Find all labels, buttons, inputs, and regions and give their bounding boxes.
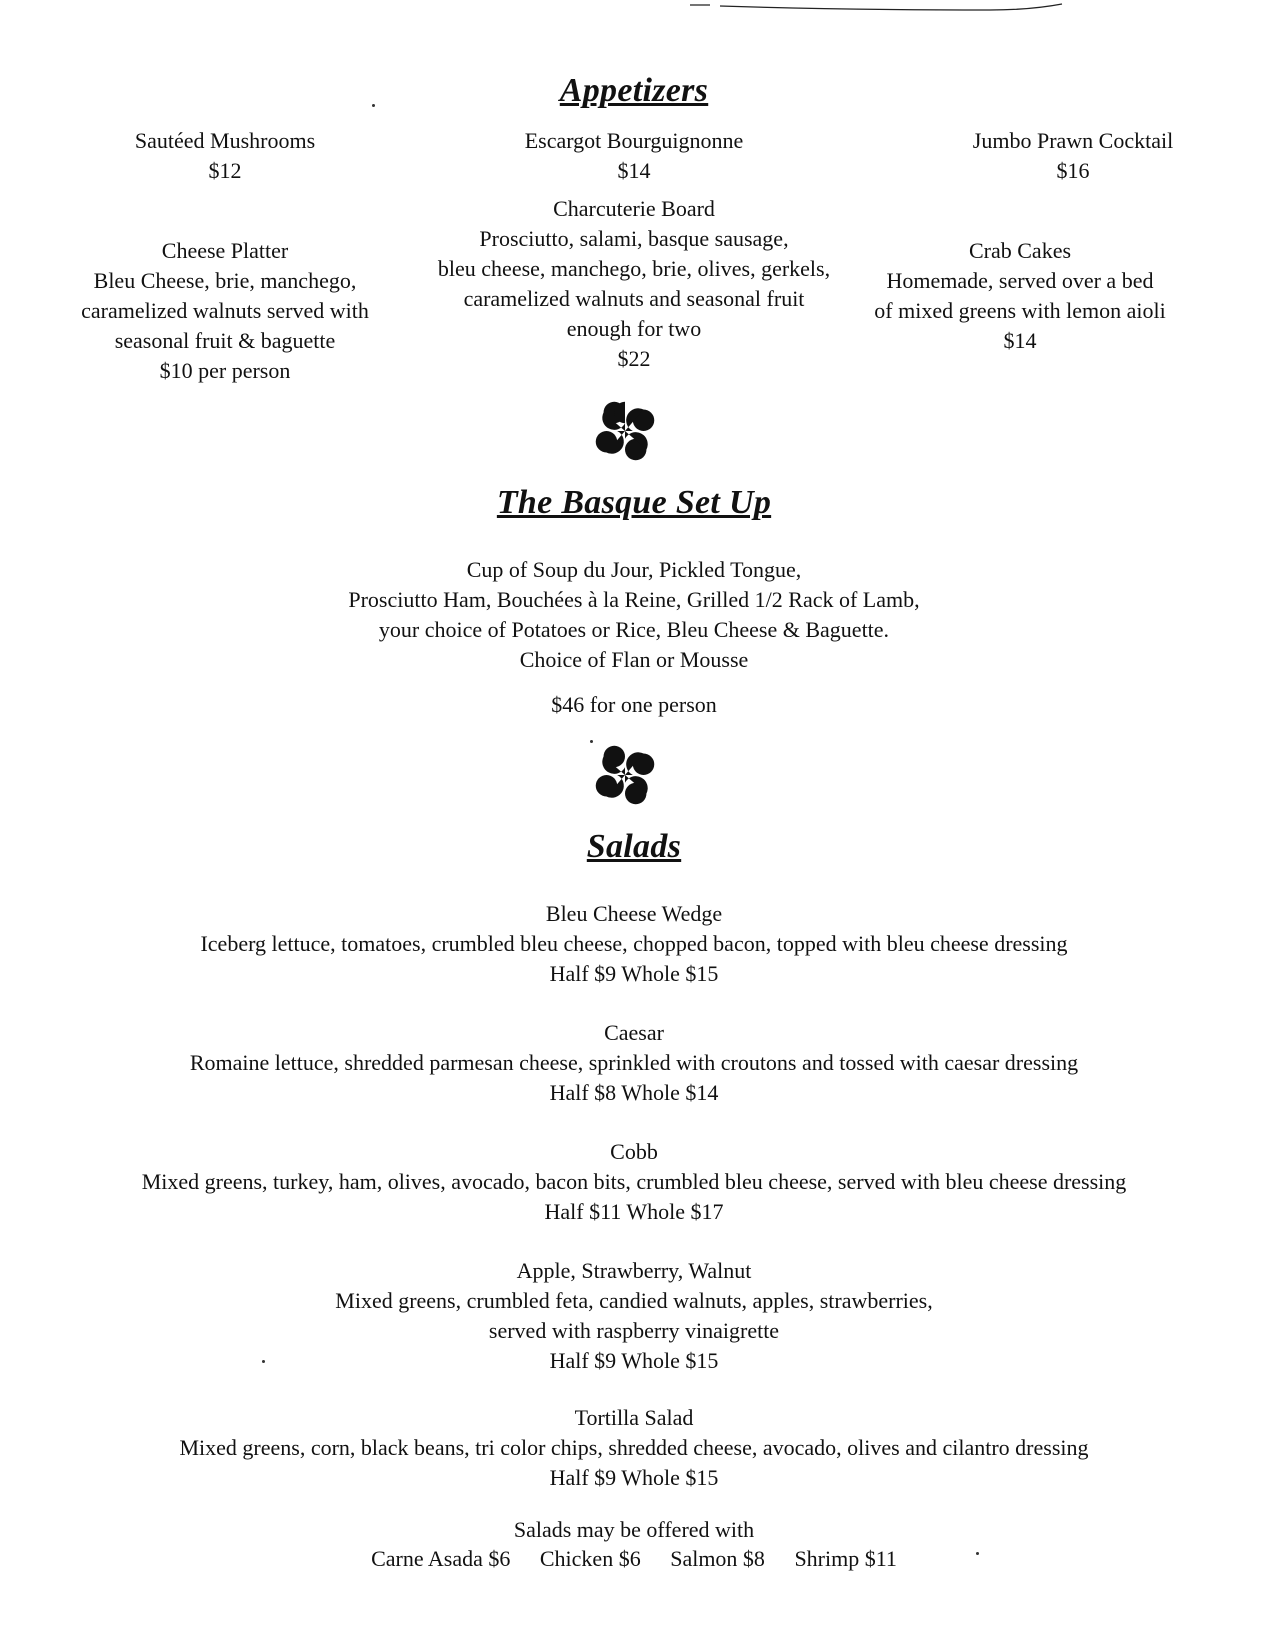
appetizer-description: seasonal fruit & baguette: [114, 328, 336, 353]
appetizers-heading: Appetizers: [559, 72, 709, 109]
salad-item: [0, 1256, 1268, 1376]
salad-name: Caesar: [604, 1020, 664, 1045]
salad-item: [0, 1137, 1268, 1227]
appetizer-item: [434, 126, 834, 186]
salad-price: Half $9 Whole $15: [549, 1465, 719, 1490]
basque-line: Choice of Flan or Mousse: [519, 647, 749, 672]
salads-heading: Salads: [586, 828, 682, 865]
salad-price: Half $9 Whole $15: [549, 1348, 719, 1373]
appetizer-description: caramelized walnuts served with: [81, 298, 369, 323]
basque-line: Prosciutto Ham, Bouchées à la Reine, Grilled 1/2 Rack of Lamb,: [348, 587, 920, 612]
appetizer-description: enough for two: [566, 316, 702, 341]
salad-addon: Chicken $6: [539, 1546, 641, 1571]
appetizer-item: [888, 126, 1258, 186]
crab-cakes-item: [840, 236, 1200, 356]
scan-speck: [590, 740, 593, 743]
appetizer-name: Crab Cakes: [968, 238, 1072, 263]
salad-name: Tortilla Salad: [574, 1405, 694, 1430]
basque-cross-icon: [586, 736, 664, 814]
appetizer-name: Jumbo Prawn Cocktail: [972, 128, 1174, 153]
appetizer-name: Escargot Bourguignonne: [524, 128, 744, 153]
appetizer-description: bleu cheese, manchego, brie, olives, gerkels,: [437, 256, 831, 281]
appetizer-price: $14: [617, 158, 651, 183]
salad-description: Mixed greens, corn, black beans, tri color chips, shredded cheese, avocado, olives and cilantro dressing: [179, 1435, 1089, 1460]
salad-addons-title: Salads may be offered with: [513, 1517, 755, 1542]
appetizer-item: [40, 126, 410, 186]
scan-artifact-line: [690, 2, 1070, 12]
salad-description: served with raspberry vinaigrette: [488, 1318, 780, 1343]
appetizer-description: of mixed greens with lemon aioli: [874, 298, 1166, 323]
basque-cross-icon: [586, 392, 664, 470]
appetizer-price: $14: [1003, 328, 1037, 353]
appetizer-name: Charcuterie Board: [553, 196, 715, 221]
salad-name: Cobb: [610, 1139, 658, 1164]
salad-price: Half $9 Whole $15: [549, 961, 719, 986]
salad-price: Half $11 Whole $17: [544, 1199, 724, 1224]
appetizer-price: $16: [1056, 158, 1090, 183]
cheese-platter-item: [40, 236, 410, 386]
basque-setup-heading: The Basque Set Up: [496, 484, 772, 521]
salad-item: [0, 1403, 1268, 1493]
salad-addons-list: [0, 1544, 1268, 1574]
scan-speck: [262, 1360, 265, 1363]
appetizer-name: Cheese Platter: [161, 238, 289, 263]
salad-addon: Carne Asada $6: [371, 1546, 511, 1571]
salad-description: Mixed greens, crumbled feta, candied walnuts, apples, strawberries,: [335, 1288, 933, 1313]
charcuterie-item: [404, 194, 864, 374]
basque-line: Cup of Soup du Jour, Pickled Tongue,: [466, 557, 802, 582]
scan-speck: [372, 104, 375, 107]
appetizer-name: Sautéed Mushrooms: [134, 128, 316, 153]
basque-line: your choice of Potatoes or Rice, Bleu Cheese & Baguette.: [378, 617, 890, 642]
salad-addon: Salmon $8: [670, 1546, 765, 1571]
appetizer-price: $10 per person: [159, 358, 291, 383]
basque-setup-description: [0, 555, 1268, 675]
salad-name: Apple, Strawberry, Walnut: [516, 1258, 752, 1283]
salad-description: Romaine lettuce, shredded parmesan cheese, sprinkled with croutons and tossed with caesar dressing: [189, 1050, 1079, 1075]
appetizer-price: $22: [617, 346, 651, 371]
salad-item: [0, 1018, 1268, 1108]
appetizer-description: Prosciutto, salami, basque sausage,: [479, 226, 789, 251]
salad-description: Iceberg lettuce, tomatoes, crumbled bleu cheese, chopped bacon, topped with bleu cheese dressing: [200, 931, 1068, 956]
appetizer-description: Homemade, served over a bed: [886, 268, 1154, 293]
salad-description: Mixed greens, turkey, ham, olives, avocado, bacon bits, crumbled bleu cheese, served with bleu cheese dressing: [141, 1169, 1127, 1194]
appetizer-description: Bleu Cheese, brie, manchego,: [93, 268, 357, 293]
salad-price: Half $8 Whole $14: [549, 1080, 719, 1105]
appetizer-description: caramelized walnuts and seasonal fruit: [463, 286, 805, 311]
appetizer-price: $12: [208, 158, 242, 183]
salad-name: Bleu Cheese Wedge: [545, 901, 723, 926]
salad-item: [0, 899, 1268, 989]
scan-speck: [976, 1552, 979, 1555]
basque-price: $46 for one person: [551, 692, 717, 717]
salad-addon: Shrimp $11: [794, 1546, 897, 1571]
